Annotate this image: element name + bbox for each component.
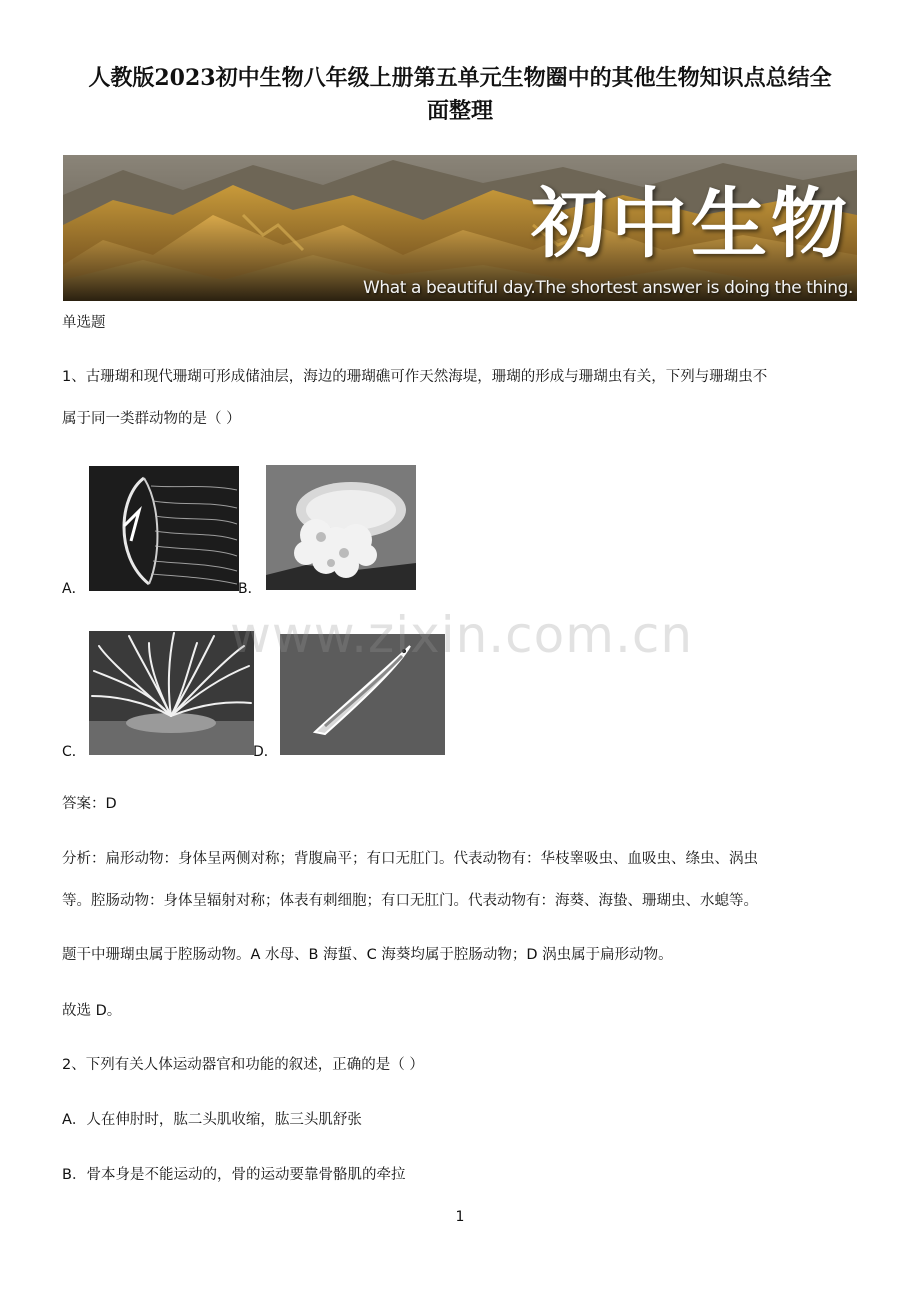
section-heading: 单选题 <box>62 315 106 331</box>
q1-option-d-label: D． <box>253 744 278 760</box>
q1-stem-line-1: 1、古珊瑚和现代珊瑚可形成储油层，海边的珊瑚礁可作天然海堤，珊瑚的形成与珊瑚虫有关，下列与珊瑚虫不 <box>62 369 768 385</box>
q1-stem-line-2: 属于同一类群动物的是（ ） <box>62 411 241 427</box>
jellyfish-image <box>89 466 239 591</box>
q2-option-b: B．骨本身是不能运动的，骨的运动要靠骨骼肌的牵拉 <box>62 1167 406 1183</box>
q1-option-c-label: C． <box>62 744 86 760</box>
q1-analysis-line-3: 题干中珊瑚虫属于腔肠动物。A 水母、B 海蜇、C 海葵均属于腔肠动物；D 涡虫属于扁形动物。 <box>62 947 673 963</box>
header-banner <box>63 155 857 301</box>
title-line-1: 人教版2023初中生物八年级上册第五单元生物圈中的其他生物知识点总结全 <box>88 65 832 91</box>
q1-answer: 答案：D <box>62 796 117 812</box>
q2-stem: 2、下列有关人体运动器官和功能的叙述，正确的是（ ） <box>62 1057 424 1073</box>
watermark: www.zixin.com.cn <box>230 606 694 664</box>
document-title <box>60 62 860 128</box>
sea-jelly-image <box>266 465 416 590</box>
q2-option-a: A．人在伸肘时，肱二头肌收缩，肱三头肌舒张 <box>62 1112 362 1128</box>
q1-analysis-line-1: 分析：扁形动物：身体呈两侧对称；背腹扁平；有口无肛门。代表动物有：华枝睾吸虫、血吸虫、绦虫、涡虫 <box>62 851 758 867</box>
q1-option-b-label: B． <box>238 581 262 597</box>
q1-option-a-label: A． <box>62 581 86 597</box>
q1-analysis-line-2: 等。腔肠动物：身体呈辐射对称；体表有刺细胞；有口无肛门。代表动物有：海葵、海蛰、珊瑚虫、水螅等。 <box>62 893 758 909</box>
banner-title: 初中生物 <box>531 179 851 268</box>
q1-conclusion: 故选 D。 <box>62 1003 122 1019</box>
title-line-2: 面整理 <box>426 98 493 124</box>
page-number: 1 <box>455 1209 465 1225</box>
banner-slogan: What a beautiful day.The shortest answer is doing the thing. <box>362 278 853 298</box>
